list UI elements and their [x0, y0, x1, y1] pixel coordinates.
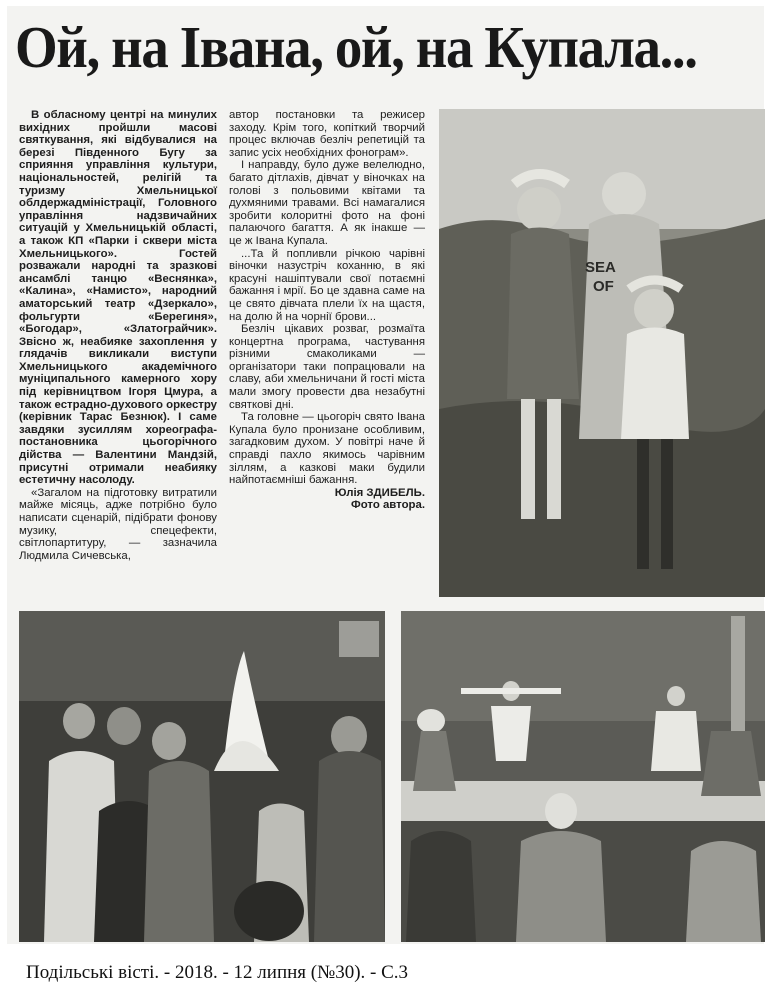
photo-bonfire-crowd [19, 611, 385, 942]
author-byline: Юлія ЗДИБЕЛЬ. [334, 486, 425, 499]
article-lead: В обласному центрі на минулих вихідних пройшли масові святкування, які відбувалися на березі Південного Бугу за сприяння управління культури, національностей, релігій та туризму Хмельницької облдержадміністрації, Головного управління надзвичайних ситуацій у Хмельницькій області, а також КП «Парки і сквери міста Хмельницького». Гостей розважали народні та зразкові ансамблі танцю «Веснянка», «Калина», «Намисто», народний аматорський театр «Дзеркало», фольгурти «Берегиня», «Богодар», «Златограйчик». Звісно ж, неабияке захоплення у глядачів викликали виступи Хмельницького академічного муніципального камерного хору під керівництвом Ігоря Цмура, а також естрадно-духового оркестру (керівник Тарас Безнюк). І саме завдяки зусиллям хореографа-постановника цьогорічного дійства — Валентини Мандзій, присутні отримали неабияку естетичну насолоду. [19, 109, 218, 487]
article-paragraph: І направду, було дуже велелюдно, багато дітлахів, дівчат у віночках на голові з польовими квітами та духмяними травами. Всі намагалися зробити колоритні фото на фоні палаючого багаття. А як інакше — це ж Івана Купала. [229, 159, 425, 247]
photo-credit: Фото автора. [351, 499, 425, 512]
article-column-2 [229, 109, 425, 512]
article-paragraph: ...Та й попливли річкою чарівні віночки назустріч коханню, в які красуні нашіптували свої потаємні бажання і мрії. Бо це здавна саме на це свято дівчата плели їх на щастя, на долю й на чорнії брови... [229, 247, 425, 323]
source-citation: Подільські вісті. - 2018. - 12 липня (№30). - С.3 [26, 962, 409, 983]
article-column-1 [19, 109, 217, 562]
photo-dancers-stage [401, 611, 765, 942]
article-paragraph: автор постановки та режисер заходу. Крім того, копіткий творчий процес включав безліч репетицій та запис усіх необхідних фонограм». [229, 109, 425, 159]
shirt-text: OF [593, 278, 614, 295]
article-paragraph: Та головне — цьогоріч свято Івана Купала було пронизане особливим, загадковим духом. У повітрі наче й справді пахло якимось чарівним зіллям, а казкові маки будили найпотаємніші бажання. [229, 411, 425, 487]
article-paragraph: «Загалом на підготовку витратили майже місяць, адже потрібно було написати сценарій, підібрати фонову музику, спецефекти, світлопартитуру, — зазначила Людмила Сичевська, [19, 486, 217, 562]
photo-girls-with-wreaths [439, 109, 765, 597]
article-paragraph: Безліч цікавих розваг, розмаїта концертна програма, частування різними смаколиками — організатори таки попрацювали на славу, аби хмельничани й гості міста мали змогу провести два незабутні святкові дні. [229, 323, 425, 411]
headline: Ой, на Івана, ой, на Купала... [15, 14, 697, 80]
shirt-text: SEA [585, 259, 616, 276]
newspaper-clipping [7, 6, 764, 944]
